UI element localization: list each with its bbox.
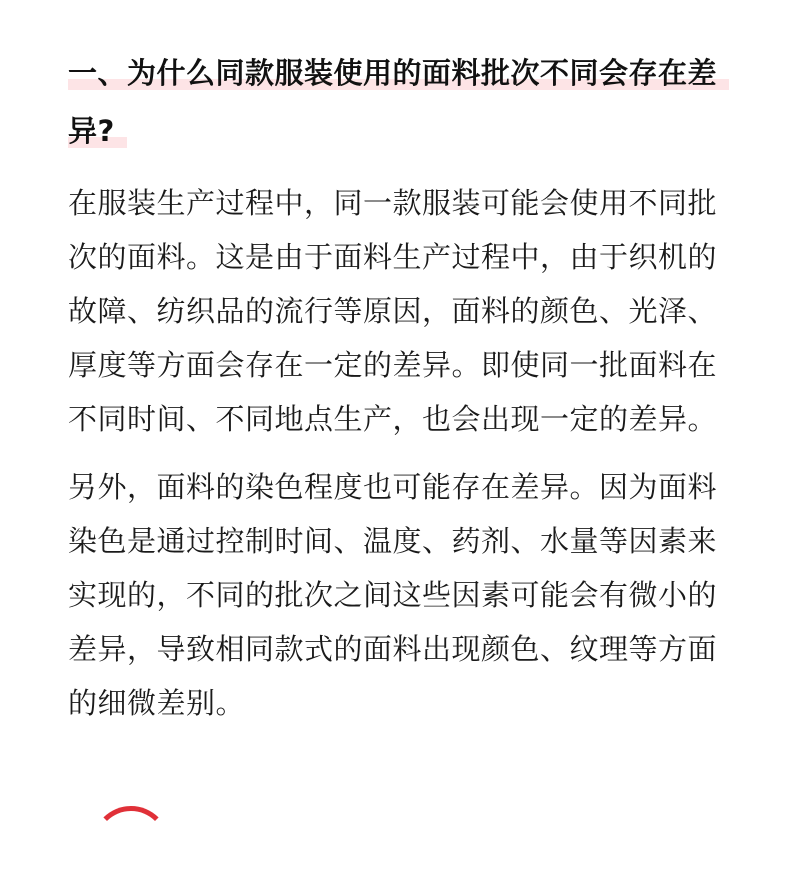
article-body <box>68 44 740 744</box>
paragraph-1: 在服装生产过程中，同一款服装可能会使用不同批次的面料。这是由于面料生产过程中，由于织机的故障、纺织品的流行等原因，面料的颜色、光泽、厚度等方面会存在一定的差异。即使同一批面料在不同时间、不同地点生产，也会出现一定的差异。 <box>68 186 718 436</box>
section-heading <box>68 44 740 160</box>
section-heading-text: 一、为什么同款服装使用的面料批次不同会存在差异? <box>68 56 729 148</box>
paragraph-2: 另外，面料的染色程度也可能存在差异。因为面料染色是通过控制时间、温度、药剂、水量等因素来实现的，不同的批次之间这些因素可能会有微小的差异，导致相同款式的面料出现颜色、纹理等方面的细微差别。 <box>68 470 718 720</box>
red-circle-decoration-icon <box>92 806 170 884</box>
